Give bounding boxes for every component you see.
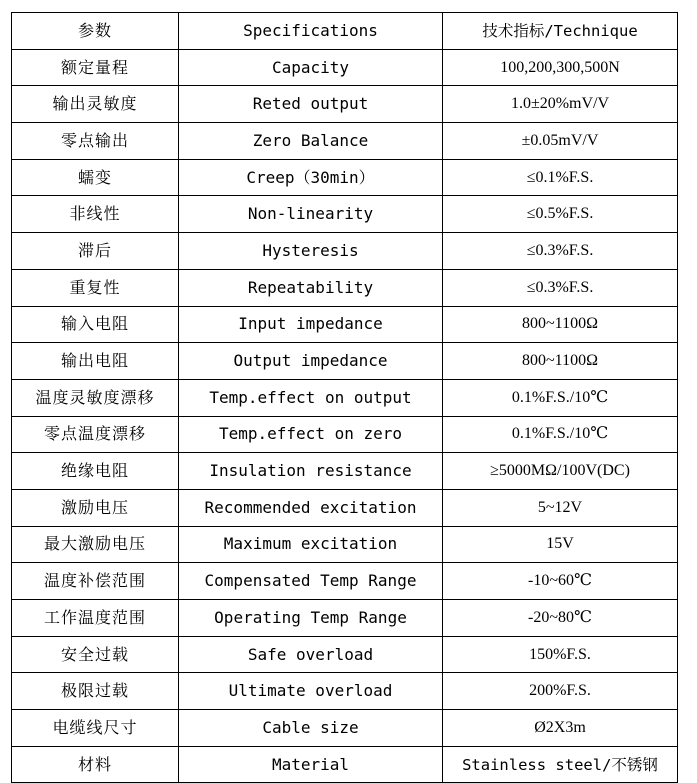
spec-cell: Capacity xyxy=(179,49,443,86)
value-cell: 200%F.S. xyxy=(443,673,678,710)
value-cell: 150%F.S. xyxy=(443,636,678,673)
table-row xyxy=(12,49,678,86)
param-cell: 最大激励电压 xyxy=(12,526,179,563)
param-cell: 温度灵敏度漂移 xyxy=(12,379,179,416)
table-row xyxy=(12,563,678,600)
table-row xyxy=(12,526,678,563)
table-row xyxy=(12,196,678,233)
value-cell: ±0.05mV/V xyxy=(443,123,678,160)
spec-cell: Temp.effect on output xyxy=(179,379,443,416)
spec-cell: Repeatability xyxy=(179,269,443,306)
table-row xyxy=(12,746,678,783)
spec-cell: Safe overload xyxy=(179,636,443,673)
value-cell: 0.1%F.S./10℃ xyxy=(443,379,678,416)
table-row xyxy=(12,269,678,306)
param-cell: 工作温度范围 xyxy=(12,600,179,637)
table-row xyxy=(12,710,678,747)
param-cell: 重复性 xyxy=(12,269,179,306)
param-cell: 蠕变 xyxy=(12,159,179,196)
value-cell: ≤0.3%F.S. xyxy=(443,269,678,306)
spec-cell: Reted output xyxy=(179,86,443,123)
param-cell: 极限过载 xyxy=(12,673,179,710)
table-row xyxy=(12,453,678,490)
spec-cell: Zero Balance xyxy=(179,123,443,160)
spec-cell: Output impedance xyxy=(179,343,443,380)
param-cell: 激励电压 xyxy=(12,489,179,526)
table-row xyxy=(12,673,678,710)
param-cell: 电缆线尺寸 xyxy=(12,710,179,747)
spec-cell: Operating Temp Range xyxy=(179,600,443,637)
table-row xyxy=(12,159,678,196)
table-row xyxy=(12,379,678,416)
value-cell: Ø2X3m xyxy=(443,710,678,747)
value-cell: Stainless steel/不锈钢 xyxy=(443,746,678,783)
value-cell: 100,200,300,500N xyxy=(443,49,678,86)
spec-cell: Hysteresis xyxy=(179,233,443,270)
param-cell: 非线性 xyxy=(12,196,179,233)
value-cell: -10~60℃ xyxy=(443,563,678,600)
table-body xyxy=(12,13,678,783)
table-row xyxy=(12,343,678,380)
param-cell: 零点温度漂移 xyxy=(12,416,179,453)
header-param-cell: 参数 xyxy=(12,13,179,50)
table-row xyxy=(12,233,678,270)
param-cell: 输出灵敏度 xyxy=(12,86,179,123)
spec-cell: Material xyxy=(179,746,443,783)
spec-cell: Input impedance xyxy=(179,306,443,343)
header-spec-cell: Specifications xyxy=(179,13,443,50)
table-row xyxy=(12,123,678,160)
value-cell: -20~80℃ xyxy=(443,600,678,637)
spec-cell: Cable size xyxy=(179,710,443,747)
value-cell: 5~12V xyxy=(443,489,678,526)
param-cell: 材料 xyxy=(12,746,179,783)
header-row xyxy=(12,13,678,50)
specifications-table xyxy=(11,12,678,783)
param-cell: 零点输出 xyxy=(12,123,179,160)
value-cell: 800~1100Ω xyxy=(443,343,678,380)
table-row xyxy=(12,600,678,637)
param-cell: 额定量程 xyxy=(12,49,179,86)
spec-cell: Creep（30min） xyxy=(179,159,443,196)
value-cell: 1.0±20%mV/V xyxy=(443,86,678,123)
value-cell: 15V xyxy=(443,526,678,563)
param-cell: 滞后 xyxy=(12,233,179,270)
param-cell: 温度补偿范围 xyxy=(12,563,179,600)
value-cell: ≤0.3%F.S. xyxy=(443,233,678,270)
spec-cell: Insulation resistance xyxy=(179,453,443,490)
param-cell: 输出电阻 xyxy=(12,343,179,380)
value-cell: ≥5000MΩ/100V(DC) xyxy=(443,453,678,490)
spec-cell: Temp.effect on zero xyxy=(179,416,443,453)
table-row xyxy=(12,489,678,526)
param-cell: 绝缘电阻 xyxy=(12,453,179,490)
param-cell: 安全过载 xyxy=(12,636,179,673)
table-row xyxy=(12,636,678,673)
value-cell: 800~1100Ω xyxy=(443,306,678,343)
value-cell: 0.1%F.S./10℃ xyxy=(443,416,678,453)
spec-cell: Maximum excitation xyxy=(179,526,443,563)
header-value-cell: 技术指标/Technique xyxy=(443,13,678,50)
table-row xyxy=(12,86,678,123)
param-cell: 输入电阻 xyxy=(12,306,179,343)
table-row xyxy=(12,306,678,343)
value-cell: ≤0.5%F.S. xyxy=(443,196,678,233)
value-cell: ≤0.1%F.S. xyxy=(443,159,678,196)
spec-cell: Non-linearity xyxy=(179,196,443,233)
spec-cell: Ultimate overload xyxy=(179,673,443,710)
spec-cell: Recommended excitation xyxy=(179,489,443,526)
table-row xyxy=(12,416,678,453)
spec-cell: Compensated Temp Range xyxy=(179,563,443,600)
